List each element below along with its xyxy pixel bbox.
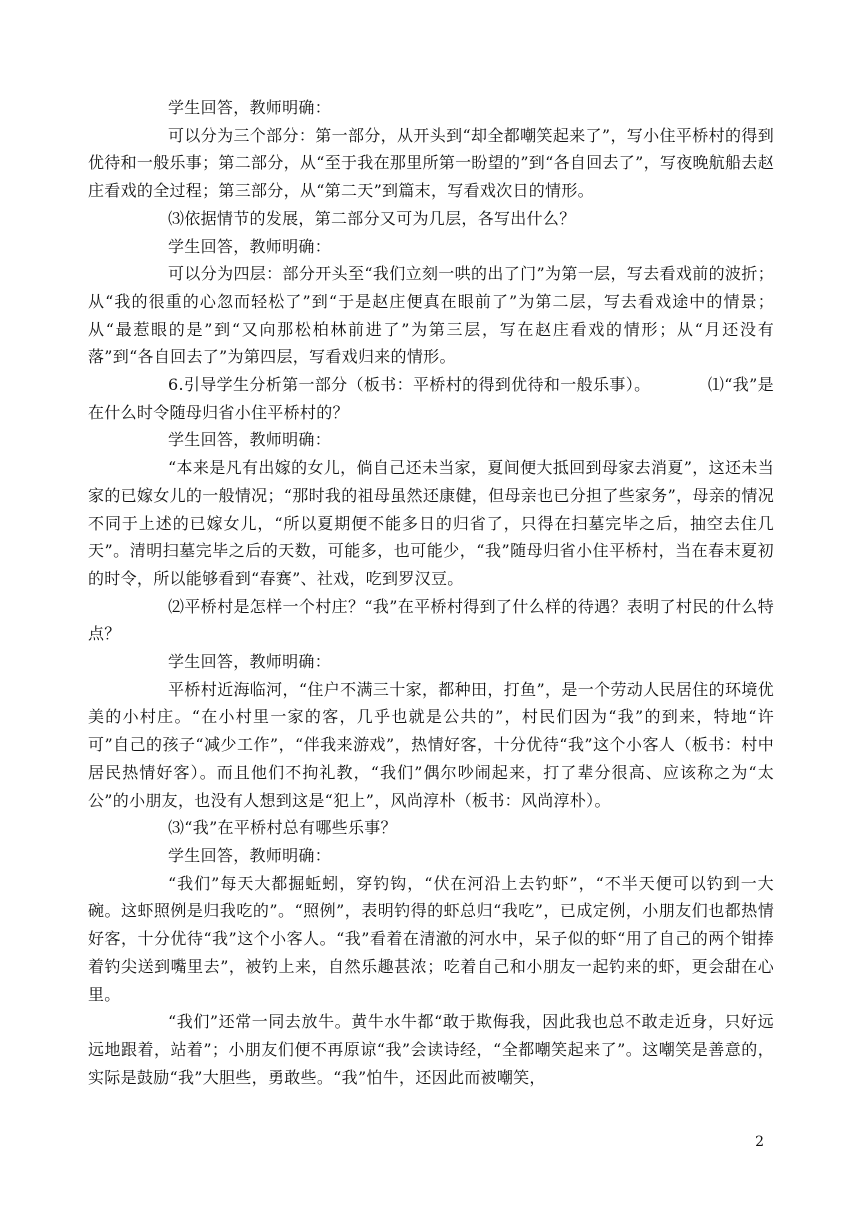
paragraph: 学生回答，教师明确： xyxy=(168,652,332,672)
paragraph: “我们”每天大都掘蚯蚓，穿钓钩，“伏在河沿上去钓虾”，“不半天便可以钓到一大碗。这虾照例是归我吃的”。“照例”，表明钓得的虾总归“我吃”，已成定例，小朋友们也都热情好客，十分优待“我”这个小客人。“我”看着在清澈的河水中，呆子似的虾“用了自己的两个钳捧着钓尖送到嘴里去”，被钓上来，自然乐趣甚浓；吃着自己和小朋友一起钓来的虾，更会甜在心里。 xyxy=(88,873,774,1004)
question-paragraph: ⑶“我”在平桥村总有哪些乐事？ xyxy=(168,818,397,838)
paragraph: “我们”还常一同去放牛。黄牛水牛都“敢于欺侮我，因此我也总不敢走近身，只好远远地跟着，站着”；小朋友们便不再原谅“我”会读诗经，“全都嘲笑起来了”。这嘲笑是善意的，实际是鼓励“我”大胆些，勇敢些。“我”怕牛，还因此而被嘲笑， xyxy=(88,1012,774,1087)
paragraph: 学生回答，教师明确： xyxy=(168,236,332,256)
question-paragraph: ⑵平桥村是怎样一个村庄？“我”在平桥村得到了什么样的待遇？表明了村民的什么特点？ xyxy=(88,596,774,644)
page-number: 2 xyxy=(755,1134,764,1150)
paragraph: 可以分为三个部分：第一部分，从开头到“却全都嘲笑起来了”，写小住平桥村的得到优待和一般乐事；第二部分，从“至于我在那里所第一盼望的”到“各自回去了”，写夜晚航船去赵庄看戏的全过程；第三部分，从“第二天”到篇末，写看戏次日的情形。 xyxy=(88,125,774,201)
paragraph: 可以分为四层：部分开头至“我们立刻一哄的出了门”为第一层，写去看戏前的波折；从“我的很重的心忽而轻松了”到“于是赵庄便真在眼前了”为第二层，写去看戏途中的情景；从“最惹眼的是”到“又向那松柏林前进了”为第三层，写在赵庄看戏的情形；从“月还没有落”到“各自回去了”为第四层，写看戏归来的情形。 xyxy=(88,264,774,367)
paragraph: 学生回答，教师明确： xyxy=(168,845,332,865)
paragraph: 平桥村近海临河，“住户不满三十家，都种田，打鱼”，是一个劳动人民居住的环境优美的小村庄。“在小村里一家的客，几乎也就是公共的”，村民们因为“我”的到来，特地“许可”自己的孩子“减少工作”，“伴我来游戏”，热情好客，十分优待“我”这个小客人（板书：村中居民热情好客）。而且他们不拘礼教，“我们”偶尔吵闹起来，打了辈分很高、应该称之为“太公”的小朋友，也没有人想到这是“犯上”，风尚淳朴（板书：风尚淳朴）。 xyxy=(88,679,774,810)
paragraph: 学生回答，教师明确： xyxy=(168,98,332,117)
paragraph: “本来是凡有出嫁的女儿，倘自己还未当家，夏间便大抵回到母家去消夏”，这还未当家的已嫁女儿的一般情况；“那时我的祖母虽然还康健，但母亲也已分担了些家务”，母亲的情况不同于上述的已嫁女儿，“所以夏期便不能多日的归省了，只得在扫墓完毕之后，抽空去住几天”。清明扫墓完毕之后的天数，可能多，也可能少，“我”随母归省小住平桥村，当在春末夏初的时令，所以能够看到“春赛”、社戏，吃到罗汉豆。 xyxy=(88,458,774,588)
document-body xyxy=(88,94,774,1091)
question-paragraph: ⑶依据情节的发展，第二部分又可为几层，各写出什么？ xyxy=(168,208,576,228)
paragraph: 学生回答，教师明确： xyxy=(168,430,332,450)
section-heading-paragraph: 6.引导学生分析第一部分（板书：平桥村的得到优待和一般乐事）。 ⑴“我”是在什么时令随母归省小住平桥村的？ xyxy=(88,375,774,422)
